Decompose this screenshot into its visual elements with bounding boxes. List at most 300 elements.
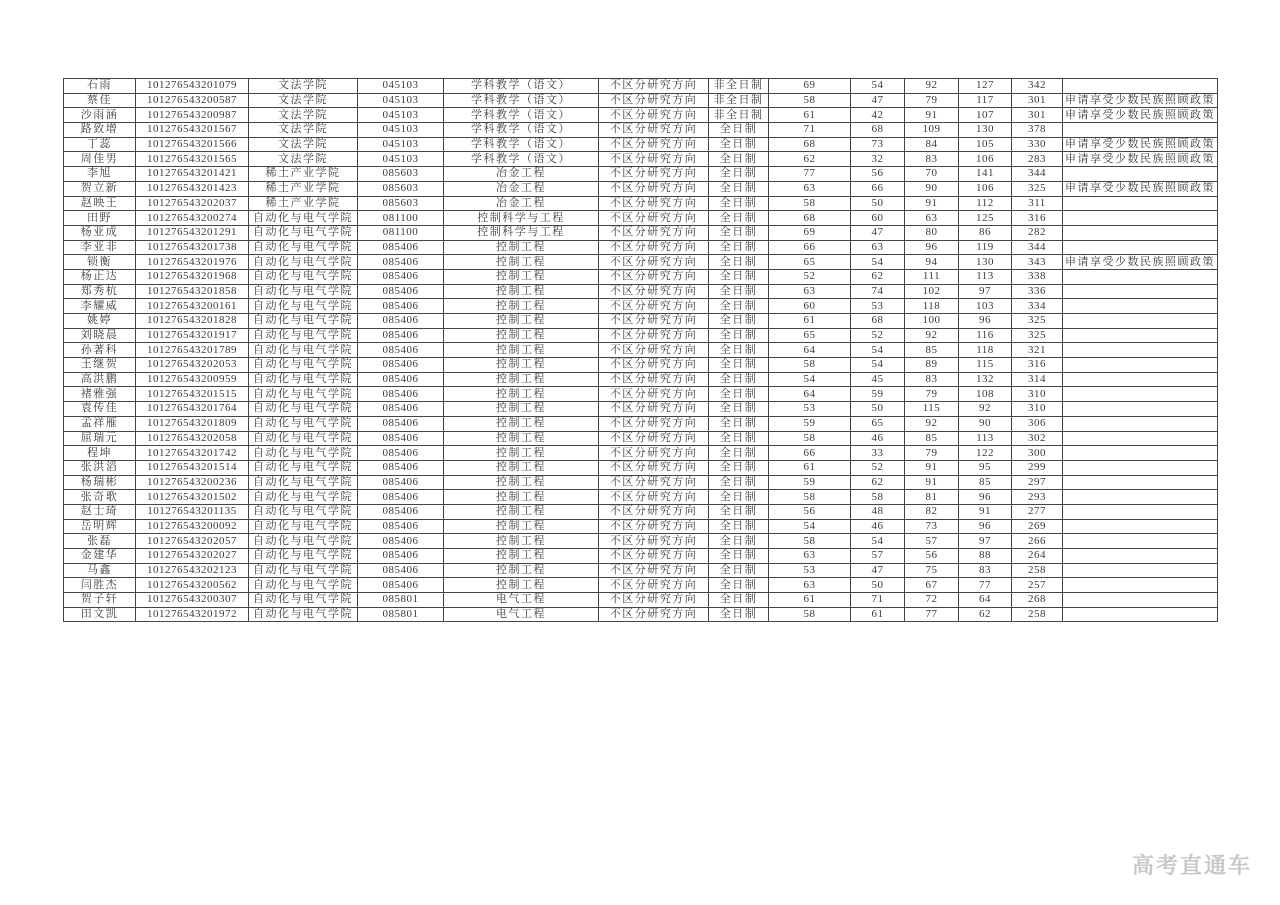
cell-study-mode: 全日制	[709, 358, 769, 373]
cell-total-score: 343	[1012, 255, 1063, 270]
cell-name: 程坤	[64, 446, 136, 461]
cell-exam-number: 101276543201764	[136, 402, 249, 417]
cell-major-code: 085406	[358, 299, 444, 314]
cell-score-2: 60	[851, 211, 905, 226]
cell-college: 自动化与电气学院	[249, 343, 358, 358]
cell-research-direction: 不区分研究方向	[599, 578, 709, 593]
cell-score-2: 46	[851, 519, 905, 534]
cell-major-code: 085406	[358, 372, 444, 387]
cell-study-mode: 全日制	[709, 387, 769, 402]
cell-total-score: 302	[1012, 431, 1063, 446]
cell-name: 田野	[64, 211, 136, 226]
cell-major-name: 控制工程	[444, 387, 599, 402]
cell-total-score: 378	[1012, 123, 1063, 138]
table-row	[64, 387, 1218, 402]
cell-major-name: 电气工程	[444, 593, 599, 608]
cell-research-direction: 不区分研究方向	[599, 299, 709, 314]
cell-name: 高洪鹏	[64, 372, 136, 387]
cell-research-direction: 不区分研究方向	[599, 490, 709, 505]
cell-exam-number: 101276543201502	[136, 490, 249, 505]
cell-exam-number: 101276543200236	[136, 475, 249, 490]
cell-major-name: 控制工程	[444, 314, 599, 329]
cell-name: 赵映王	[64, 196, 136, 211]
cell-major-name: 控制工程	[444, 284, 599, 299]
cell-major-code: 085406	[358, 402, 444, 417]
cell-score-1: 63	[769, 549, 851, 564]
cell-exam-number: 101276543201809	[136, 416, 249, 431]
cell-score-1: 58	[769, 490, 851, 505]
cell-college: 文法学院	[249, 93, 358, 108]
table-row	[64, 519, 1218, 534]
cell-major-code: 085406	[358, 460, 444, 475]
table-row	[64, 416, 1218, 431]
cell-remark	[1063, 460, 1218, 475]
cell-name: 袁传佳	[64, 402, 136, 417]
cell-score-2: 50	[851, 578, 905, 593]
table-row	[64, 284, 1218, 299]
cell-study-mode: 全日制	[709, 137, 769, 152]
admission-results-table	[63, 78, 1218, 622]
cell-college: 自动化与电气学院	[249, 475, 358, 490]
cell-remark	[1063, 431, 1218, 446]
cell-research-direction: 不区分研究方向	[599, 314, 709, 329]
cell-remark	[1063, 593, 1218, 608]
cell-score-1: 65	[769, 255, 851, 270]
cell-score-3: 115	[905, 402, 959, 417]
cell-college: 自动化与电气学院	[249, 269, 358, 284]
cell-score-2: 54	[851, 534, 905, 549]
cell-exam-number: 101276543201917	[136, 328, 249, 343]
cell-major-code: 085406	[358, 534, 444, 549]
cell-college: 自动化与电气学院	[249, 607, 358, 622]
table-row	[64, 607, 1218, 622]
cell-name: 贺子轩	[64, 593, 136, 608]
cell-college: 文法学院	[249, 123, 358, 138]
cell-score-4: 106	[959, 181, 1012, 196]
cell-total-score: 310	[1012, 387, 1063, 402]
cell-major-code: 085406	[358, 475, 444, 490]
cell-score-4: 106	[959, 152, 1012, 167]
cell-score-2: 65	[851, 416, 905, 431]
cell-score-1: 60	[769, 299, 851, 314]
cell-major-code: 045103	[358, 152, 444, 167]
cell-major-name: 冶金工程	[444, 181, 599, 196]
cell-remark	[1063, 519, 1218, 534]
cell-remark	[1063, 504, 1218, 519]
cell-exam-number: 101276543201789	[136, 343, 249, 358]
cell-exam-number: 101276543201135	[136, 504, 249, 519]
table-row	[64, 269, 1218, 284]
cell-score-1: 58	[769, 534, 851, 549]
cell-study-mode: 全日制	[709, 607, 769, 622]
cell-score-2: 73	[851, 137, 905, 152]
cell-exam-number: 101276543202053	[136, 358, 249, 373]
cell-score-3: 77	[905, 607, 959, 622]
cell-major-code: 085603	[358, 181, 444, 196]
cell-major-name: 学科教学（语文）	[444, 79, 599, 94]
cell-name: 丁蕊	[64, 137, 136, 152]
cell-study-mode: 非全日制	[709, 79, 769, 94]
cell-major-code: 085406	[358, 519, 444, 534]
table-row	[64, 358, 1218, 373]
cell-score-1: 66	[769, 240, 851, 255]
cell-score-3: 83	[905, 372, 959, 387]
cell-score-3: 100	[905, 314, 959, 329]
cell-college: 自动化与电气学院	[249, 519, 358, 534]
cell-major-code: 085801	[358, 593, 444, 608]
cell-score-4: 115	[959, 358, 1012, 373]
cell-score-2: 53	[851, 299, 905, 314]
cell-research-direction: 不区分研究方向	[599, 504, 709, 519]
cell-name: 沙雨涵	[64, 108, 136, 123]
cell-remark	[1063, 563, 1218, 578]
cell-major-code: 085406	[358, 549, 444, 564]
cell-study-mode: 全日制	[709, 284, 769, 299]
cell-score-4: 96	[959, 519, 1012, 534]
table-row	[64, 490, 1218, 505]
cell-major-name: 冶金工程	[444, 196, 599, 211]
cell-score-4: 86	[959, 225, 1012, 240]
cell-research-direction: 不区分研究方向	[599, 79, 709, 94]
cell-score-1: 77	[769, 167, 851, 182]
cell-major-name: 控制工程	[444, 519, 599, 534]
cell-study-mode: 全日制	[709, 328, 769, 343]
cell-score-3: 80	[905, 225, 959, 240]
table-row	[64, 167, 1218, 182]
cell-remark: 申请享受少数民族照顾政策	[1063, 152, 1218, 167]
cell-score-1: 65	[769, 328, 851, 343]
cell-name: 金建华	[64, 549, 136, 564]
cell-total-score: 344	[1012, 240, 1063, 255]
cell-major-code: 085406	[358, 269, 444, 284]
cell-major-code: 085406	[358, 490, 444, 505]
cell-total-score: 264	[1012, 549, 1063, 564]
cell-major-code: 045103	[358, 79, 444, 94]
cell-research-direction: 不区分研究方向	[599, 225, 709, 240]
cell-score-2: 54	[851, 79, 905, 94]
cell-remark	[1063, 446, 1218, 461]
cell-total-score: 330	[1012, 137, 1063, 152]
cell-research-direction: 不区分研究方向	[599, 446, 709, 461]
table-row	[64, 402, 1218, 417]
cell-score-1: 52	[769, 269, 851, 284]
cell-research-direction: 不区分研究方向	[599, 152, 709, 167]
cell-score-3: 111	[905, 269, 959, 284]
cell-name: 杨正达	[64, 269, 136, 284]
table-row	[64, 343, 1218, 358]
cell-exam-number: 101276543201742	[136, 446, 249, 461]
cell-total-score: 311	[1012, 196, 1063, 211]
cell-score-4: 105	[959, 137, 1012, 152]
cell-name: 李亚非	[64, 240, 136, 255]
cell-major-name: 控制工程	[444, 504, 599, 519]
cell-total-score: 325	[1012, 328, 1063, 343]
cell-research-direction: 不区分研究方向	[599, 358, 709, 373]
cell-exam-number: 101276543200562	[136, 578, 249, 593]
table-row	[64, 79, 1218, 94]
table-row	[64, 255, 1218, 270]
table-row	[64, 240, 1218, 255]
cell-study-mode: 全日制	[709, 504, 769, 519]
cell-study-mode: 全日制	[709, 225, 769, 240]
cell-research-direction: 不区分研究方向	[599, 563, 709, 578]
cell-score-2: 47	[851, 225, 905, 240]
cell-total-score: 277	[1012, 504, 1063, 519]
cell-score-2: 56	[851, 167, 905, 182]
cell-score-3: 56	[905, 549, 959, 564]
cell-score-4: 62	[959, 607, 1012, 622]
cell-name: 蔡佳	[64, 93, 136, 108]
cell-name: 王继贺	[64, 358, 136, 373]
cell-name: 张磊	[64, 534, 136, 549]
cell-score-3: 94	[905, 255, 959, 270]
cell-score-4: 116	[959, 328, 1012, 343]
cell-major-code: 085406	[358, 563, 444, 578]
cell-score-4: 141	[959, 167, 1012, 182]
cell-research-direction: 不区分研究方向	[599, 593, 709, 608]
cell-major-code: 045103	[358, 93, 444, 108]
cell-name: 杨瑞彬	[64, 475, 136, 490]
cell-name: 刘晓晨	[64, 328, 136, 343]
cell-score-3: 92	[905, 79, 959, 94]
cell-score-3: 92	[905, 416, 959, 431]
cell-research-direction: 不区分研究方向	[599, 549, 709, 564]
cell-score-4: 130	[959, 255, 1012, 270]
cell-score-4: 118	[959, 343, 1012, 358]
cell-score-4: 97	[959, 284, 1012, 299]
cell-study-mode: 全日制	[709, 563, 769, 578]
cell-score-4: 91	[959, 504, 1012, 519]
table-row	[64, 593, 1218, 608]
cell-name: 孙著科	[64, 343, 136, 358]
cell-score-2: 61	[851, 607, 905, 622]
cell-score-2: 33	[851, 446, 905, 461]
cell-score-1: 58	[769, 93, 851, 108]
cell-name: 郑秀杭	[64, 284, 136, 299]
cell-college: 自动化与电气学院	[249, 402, 358, 417]
cell-major-name: 控制工程	[444, 240, 599, 255]
cell-score-4: 85	[959, 475, 1012, 490]
cell-exam-number: 101276543201291	[136, 225, 249, 240]
cell-major-code: 085603	[358, 167, 444, 182]
cell-score-3: 96	[905, 240, 959, 255]
cell-study-mode: 全日制	[709, 181, 769, 196]
cell-name: 马鑫	[64, 563, 136, 578]
cell-exam-number: 101276543200161	[136, 299, 249, 314]
cell-score-1: 53	[769, 402, 851, 417]
table-row	[64, 504, 1218, 519]
cell-exam-number: 101276543202027	[136, 549, 249, 564]
cell-exam-number: 101276543202037	[136, 196, 249, 211]
cell-score-2: 68	[851, 314, 905, 329]
cell-score-2: 50	[851, 402, 905, 417]
cell-score-1: 54	[769, 519, 851, 534]
cell-score-4: 103	[959, 299, 1012, 314]
cell-remark	[1063, 343, 1218, 358]
cell-college: 自动化与电气学院	[249, 372, 358, 387]
cell-name: 锁衡	[64, 255, 136, 270]
cell-college: 自动化与电气学院	[249, 240, 358, 255]
cell-total-score: 283	[1012, 152, 1063, 167]
cell-score-1: 58	[769, 607, 851, 622]
table-row	[64, 549, 1218, 564]
cell-major-name: 控制工程	[444, 475, 599, 490]
table-row	[64, 225, 1218, 240]
cell-college: 自动化与电气学院	[249, 225, 358, 240]
cell-study-mode: 全日制	[709, 167, 769, 182]
cell-remark: 申请享受少数民族照顾政策	[1063, 93, 1218, 108]
cell-score-1: 63	[769, 181, 851, 196]
cell-total-score: 293	[1012, 490, 1063, 505]
cell-major-name: 控制工程	[444, 563, 599, 578]
cell-research-direction: 不区分研究方向	[599, 240, 709, 255]
cell-total-score: 269	[1012, 519, 1063, 534]
cell-college: 稀土产业学院	[249, 181, 358, 196]
cell-study-mode: 全日制	[709, 519, 769, 534]
table-row	[64, 534, 1218, 549]
cell-remark	[1063, 607, 1218, 622]
cell-research-direction: 不区分研究方向	[599, 167, 709, 182]
cell-remark: 申请享受少数民族照顾政策	[1063, 137, 1218, 152]
cell-total-score: 268	[1012, 593, 1063, 608]
cell-name: 赵士琦	[64, 504, 136, 519]
cell-total-score: 306	[1012, 416, 1063, 431]
cell-total-score: 282	[1012, 225, 1063, 240]
cell-score-4: 77	[959, 578, 1012, 593]
cell-study-mode: 全日制	[709, 475, 769, 490]
cell-score-1: 68	[769, 137, 851, 152]
cell-score-1: 69	[769, 225, 851, 240]
cell-research-direction: 不区分研究方向	[599, 607, 709, 622]
cell-score-1: 58	[769, 196, 851, 211]
cell-name: 褚雅强	[64, 387, 136, 402]
cell-major-code: 085406	[358, 504, 444, 519]
cell-major-code: 085406	[358, 358, 444, 373]
cell-name: 杨亚成	[64, 225, 136, 240]
cell-major-name: 控制科学与工程	[444, 211, 599, 226]
cell-major-name: 控制工程	[444, 255, 599, 270]
cell-research-direction: 不区分研究方向	[599, 255, 709, 270]
cell-study-mode: 全日制	[709, 446, 769, 461]
cell-major-name: 控制工程	[444, 549, 599, 564]
cell-research-direction: 不区分研究方向	[599, 534, 709, 549]
cell-total-score: 321	[1012, 343, 1063, 358]
cell-research-direction: 不区分研究方向	[599, 181, 709, 196]
cell-score-3: 70	[905, 167, 959, 182]
cell-name: 屈瑞元	[64, 431, 136, 446]
cell-score-1: 59	[769, 475, 851, 490]
cell-exam-number: 101276543201566	[136, 137, 249, 152]
cell-score-3: 79	[905, 93, 959, 108]
cell-score-1: 56	[769, 504, 851, 519]
cell-score-2: 52	[851, 460, 905, 475]
cell-exam-number: 101276543201515	[136, 387, 249, 402]
cell-major-code: 085801	[358, 607, 444, 622]
cell-major-code: 085406	[358, 328, 444, 343]
cell-research-direction: 不区分研究方向	[599, 475, 709, 490]
cell-college: 自动化与电气学院	[249, 578, 358, 593]
cell-score-2: 54	[851, 358, 905, 373]
table-row	[64, 123, 1218, 138]
cell-major-name: 控制工程	[444, 299, 599, 314]
cell-score-4: 130	[959, 123, 1012, 138]
cell-research-direction: 不区分研究方向	[599, 93, 709, 108]
cell-exam-number: 101276543201079	[136, 79, 249, 94]
table-row	[64, 578, 1218, 593]
cell-major-name: 控制工程	[444, 328, 599, 343]
cell-research-direction: 不区分研究方向	[599, 416, 709, 431]
cell-score-2: 54	[851, 255, 905, 270]
cell-score-1: 69	[769, 79, 851, 94]
cell-research-direction: 不区分研究方向	[599, 372, 709, 387]
cell-total-score: 266	[1012, 534, 1063, 549]
cell-college: 自动化与电气学院	[249, 314, 358, 329]
cell-major-name: 电气工程	[444, 607, 599, 622]
cell-score-1: 63	[769, 284, 851, 299]
cell-exam-number: 101276543200587	[136, 93, 249, 108]
cell-score-4: 96	[959, 314, 1012, 329]
cell-exam-number: 101276543202057	[136, 534, 249, 549]
cell-exam-number: 101276543200987	[136, 108, 249, 123]
cell-college: 自动化与电气学院	[249, 387, 358, 402]
cell-major-code: 085406	[358, 416, 444, 431]
cell-exam-number: 101276543201565	[136, 152, 249, 167]
cell-remark	[1063, 358, 1218, 373]
cell-study-mode: 全日制	[709, 314, 769, 329]
cell-major-name: 控制工程	[444, 402, 599, 417]
cell-college: 自动化与电气学院	[249, 255, 358, 270]
cell-score-1: 61	[769, 593, 851, 608]
cell-total-score: 301	[1012, 93, 1063, 108]
cell-score-4: 64	[959, 593, 1012, 608]
cell-college: 自动化与电气学院	[249, 299, 358, 314]
cell-score-3: 118	[905, 299, 959, 314]
cell-score-3: 90	[905, 181, 959, 196]
cell-remark	[1063, 240, 1218, 255]
cell-score-4: 92	[959, 402, 1012, 417]
table-row	[64, 108, 1218, 123]
cell-college: 自动化与电气学院	[249, 284, 358, 299]
cell-major-name: 学科教学（语文）	[444, 93, 599, 108]
cell-score-4: 113	[959, 269, 1012, 284]
cell-score-2: 54	[851, 343, 905, 358]
cell-name: 石雨	[64, 79, 136, 94]
cell-exam-number: 101276543201828	[136, 314, 249, 329]
cell-study-mode: 全日制	[709, 211, 769, 226]
cell-name: 张奇歌	[64, 490, 136, 505]
cell-remark	[1063, 549, 1218, 564]
cell-research-direction: 不区分研究方向	[599, 328, 709, 343]
cell-college: 文法学院	[249, 137, 358, 152]
cell-major-code: 045103	[358, 108, 444, 123]
cell-remark	[1063, 402, 1218, 417]
cell-score-1: 64	[769, 343, 851, 358]
cell-remark	[1063, 372, 1218, 387]
cell-major-code: 045103	[358, 123, 444, 138]
cell-major-code: 085406	[358, 314, 444, 329]
cell-score-3: 63	[905, 211, 959, 226]
cell-score-3: 79	[905, 446, 959, 461]
cell-score-3: 73	[905, 519, 959, 534]
table-row	[64, 196, 1218, 211]
cell-major-name: 学科教学（语文）	[444, 137, 599, 152]
cell-score-2: 57	[851, 549, 905, 564]
table-row	[64, 446, 1218, 461]
table-row	[64, 328, 1218, 343]
cell-exam-number: 101276543201738	[136, 240, 249, 255]
cell-research-direction: 不区分研究方向	[599, 460, 709, 475]
cell-college: 文法学院	[249, 108, 358, 123]
